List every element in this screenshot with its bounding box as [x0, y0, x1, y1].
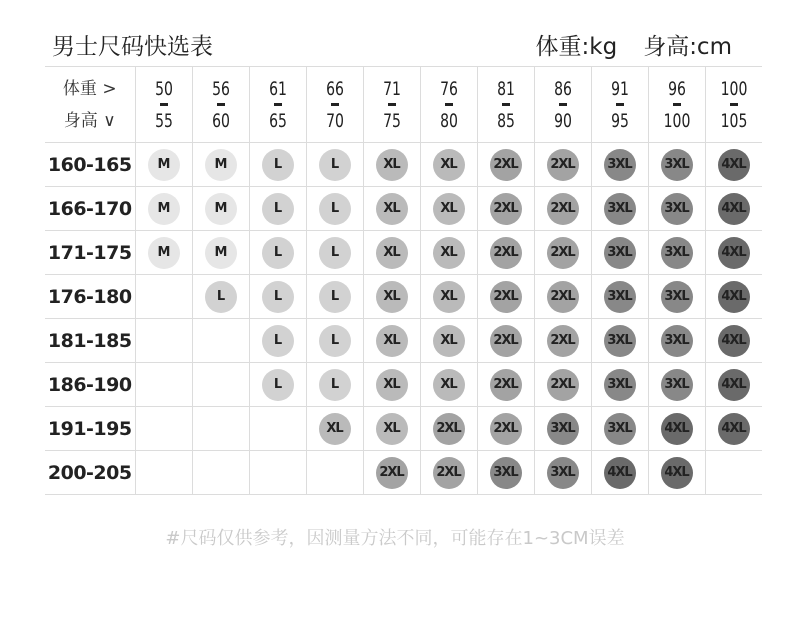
size-cell: [705, 407, 762, 451]
size-badge: 3XL: [490, 457, 522, 489]
size-badge: 2XL: [376, 457, 408, 489]
size-cell: [591, 275, 648, 319]
weight-range-end: 85: [496, 109, 515, 132]
range-dash: [160, 103, 168, 106]
size-badge: 2XL: [547, 369, 579, 401]
weight-range-start: 81: [496, 77, 515, 100]
size-cell: [534, 187, 591, 231]
size-cell: [648, 319, 705, 363]
range-dash: [274, 103, 282, 106]
size-badge: XL: [433, 281, 465, 313]
size-cell: [363, 451, 420, 495]
units-legend: [536, 28, 732, 61]
size-badge: L: [262, 281, 294, 313]
size-badge: M: [205, 237, 237, 269]
weight-column-header: [192, 67, 249, 143]
size-cell: [135, 275, 192, 319]
size-cell: [420, 187, 477, 231]
size-cell: [534, 319, 591, 363]
weight-column-header: [135, 67, 192, 143]
weight-range-end: 95: [610, 109, 629, 132]
size-cell: [648, 451, 705, 495]
size-badge: XL: [433, 237, 465, 269]
height-row: [45, 275, 762, 319]
size-cell: [306, 363, 363, 407]
size-badge: 4XL: [718, 369, 750, 401]
size-cell: [363, 143, 420, 187]
size-cell: [534, 231, 591, 275]
height-row: [45, 231, 762, 275]
size-cell: [420, 275, 477, 319]
size-badge: L: [319, 237, 351, 269]
size-cell: [363, 231, 420, 275]
size-cell: [591, 143, 648, 187]
weight-range-start: 61: [268, 77, 287, 100]
size-badge: L: [319, 325, 351, 357]
size-badge: 4XL: [661, 457, 693, 489]
size-badge: 2XL: [547, 237, 579, 269]
size-badge: 4XL: [661, 413, 693, 445]
size-badge: L: [319, 193, 351, 225]
size-cell: [135, 187, 192, 231]
height-row: [45, 407, 762, 451]
weight-range-end: 75: [382, 109, 401, 132]
height-range-label: 160-165: [45, 143, 135, 187]
weight-range-end: 65: [268, 109, 287, 132]
weight-column-header: [648, 67, 705, 143]
range-dash: [502, 103, 510, 106]
size-cell: [705, 319, 762, 363]
size-badge: 3XL: [661, 325, 693, 357]
size-cell: [534, 275, 591, 319]
weight-column-header: [249, 67, 306, 143]
size-badge: XL: [376, 369, 408, 401]
size-cell: [135, 451, 192, 495]
size-badge: 4XL: [604, 457, 636, 489]
size-cell: [477, 363, 534, 407]
range-dash: [673, 103, 681, 106]
size-cell: [591, 451, 648, 495]
size-cell: [534, 363, 591, 407]
range-dash: [388, 103, 396, 106]
size-cell: [420, 407, 477, 451]
size-cell: [420, 451, 477, 495]
height-axis-label: 身高 ∨: [63, 110, 116, 131]
size-badge: XL: [433, 369, 465, 401]
size-cell: [363, 319, 420, 363]
size-cell: [363, 187, 420, 231]
size-cell: [306, 231, 363, 275]
size-badge: 2XL: [433, 457, 465, 489]
size-cell: [192, 451, 249, 495]
size-cell: [591, 231, 648, 275]
size-badge: XL: [433, 193, 465, 225]
weight-range-start: 66: [325, 77, 344, 100]
size-cell: [192, 275, 249, 319]
size-cell: [477, 319, 534, 363]
height-range-label: 191-195: [45, 407, 135, 451]
weight-column-header: [591, 67, 648, 143]
weight-unit-label: 体重:kg: [535, 34, 618, 60]
size-badge: 4XL: [718, 149, 750, 181]
size-cell: [249, 451, 306, 495]
range-dash: [331, 103, 339, 106]
size-cell: [534, 407, 591, 451]
weight-column-header: [363, 67, 420, 143]
size-cell: [705, 275, 762, 319]
weight-range-end: 70: [325, 109, 344, 132]
size-cell: [306, 451, 363, 495]
size-badge: 2XL: [490, 281, 522, 313]
height-range-label: 186-190: [45, 363, 135, 407]
size-cell: [249, 187, 306, 231]
weight-range-end: 100: [663, 109, 690, 132]
size-badge: 3XL: [661, 149, 693, 181]
size-badge: 3XL: [547, 457, 579, 489]
range-dash: [616, 103, 624, 106]
size-cell: [420, 363, 477, 407]
size-badge: XL: [376, 281, 408, 313]
size-cell: [420, 319, 477, 363]
weight-column-header: [420, 67, 477, 143]
weight-axis-label: 体重 >: [62, 78, 117, 99]
size-badge: XL: [319, 413, 351, 445]
size-cell: [192, 231, 249, 275]
disclaimer-note: #尺码仅供参考，因测量方法不同，可能存在1~3CM误差: [165, 528, 625, 549]
weight-column-header: [705, 67, 762, 143]
size-cell: [591, 319, 648, 363]
height-range-label: 176-180: [45, 275, 135, 319]
weight-range-start: 56: [211, 77, 230, 100]
size-cell: [192, 143, 249, 187]
size-cell: [306, 187, 363, 231]
height-row: [45, 143, 762, 187]
height-range-label: 200-205: [45, 451, 135, 495]
range-dash: [445, 103, 453, 106]
size-badge: XL: [376, 193, 408, 225]
weight-column-header: [306, 67, 363, 143]
size-cell: [477, 143, 534, 187]
weight-range-start: 96: [667, 77, 686, 100]
size-cell: [192, 407, 249, 451]
size-badge: 3XL: [604, 237, 636, 269]
size-badge: 2XL: [547, 193, 579, 225]
size-cell: [192, 187, 249, 231]
size-cell: [477, 231, 534, 275]
size-cell: [249, 319, 306, 363]
size-cell: [648, 363, 705, 407]
weight-range-start: 76: [439, 77, 458, 100]
size-cell: [477, 275, 534, 319]
size-cell: [135, 319, 192, 363]
weight-range-start: 100: [720, 77, 747, 100]
range-dash: [217, 103, 225, 106]
size-cell: [705, 231, 762, 275]
size-badge: L: [262, 237, 294, 269]
size-cell: [135, 231, 192, 275]
weight-range-end: 80: [439, 109, 458, 132]
weight-range-end: 105: [720, 109, 747, 132]
size-badge: 3XL: [661, 237, 693, 269]
height-range-label: 166-170: [45, 187, 135, 231]
size-cell: [591, 187, 648, 231]
range-dash: [559, 103, 567, 106]
height-unit-label: 身高:cm: [643, 34, 732, 60]
size-cell: [648, 407, 705, 451]
weight-range-start: 91: [610, 77, 629, 100]
size-cell: [477, 187, 534, 231]
size-badge: L: [262, 369, 294, 401]
size-cell: [420, 143, 477, 187]
size-badge: 4XL: [718, 413, 750, 445]
size-badge: 4XL: [718, 193, 750, 225]
size-badge: 4XL: [718, 281, 750, 313]
size-cell: [192, 363, 249, 407]
size-cell: [249, 363, 306, 407]
size-badge: XL: [433, 325, 465, 357]
size-badge: 3XL: [604, 281, 636, 313]
size-cell: [306, 275, 363, 319]
weight-range-start: 50: [154, 77, 173, 100]
size-badge: XL: [376, 149, 408, 181]
size-badge: 2XL: [490, 413, 522, 445]
size-cell: [135, 407, 192, 451]
size-badge: XL: [376, 237, 408, 269]
size-cell: [705, 451, 762, 495]
size-badge: L: [319, 369, 351, 401]
size-cell: [363, 407, 420, 451]
size-badge: 2XL: [547, 325, 579, 357]
weight-range-start: 86: [553, 77, 572, 100]
size-cell: [591, 407, 648, 451]
size-cell: [705, 363, 762, 407]
size-cell: [705, 187, 762, 231]
size-badge: 2XL: [490, 149, 522, 181]
size-cell: [648, 143, 705, 187]
size-badge: M: [205, 149, 237, 181]
size-cell: [648, 187, 705, 231]
size-cell: [306, 319, 363, 363]
size-badge: 3XL: [604, 325, 636, 357]
size-cell: [135, 363, 192, 407]
size-badge: 3XL: [604, 369, 636, 401]
size-badge: 2XL: [547, 149, 579, 181]
size-cell: [135, 143, 192, 187]
size-badge: 2XL: [433, 413, 465, 445]
height-range-label: 181-185: [45, 319, 135, 363]
size-cell: [648, 231, 705, 275]
size-table: [45, 66, 762, 495]
size-badge: 3XL: [547, 413, 579, 445]
size-badge: 3XL: [661, 369, 693, 401]
size-badge: L: [262, 325, 294, 357]
size-cell: [363, 363, 420, 407]
height-row: [45, 187, 762, 231]
size-badge: 3XL: [661, 193, 693, 225]
size-badge: 2XL: [547, 281, 579, 313]
chart-title: 男士尺码快选表: [52, 34, 213, 60]
weight-range-end: 90: [553, 109, 572, 132]
size-badge: L: [319, 281, 351, 313]
size-badge: M: [148, 193, 180, 225]
height-row: [45, 451, 762, 495]
height-range-label: 171-175: [45, 231, 135, 275]
size-table-body: [45, 67, 762, 495]
weight-range-start: 71: [382, 77, 401, 100]
size-badge: M: [148, 237, 180, 269]
weight-range-end: 60: [211, 109, 230, 132]
size-cell: [420, 231, 477, 275]
height-row: [45, 363, 762, 407]
size-badge: 2XL: [490, 369, 522, 401]
size-cell: [249, 231, 306, 275]
size-badge: L: [205, 281, 237, 313]
size-cell: [192, 319, 249, 363]
weight-header-row: [45, 67, 762, 143]
size-cell: [591, 363, 648, 407]
size-badge: 3XL: [604, 193, 636, 225]
size-cell: [648, 275, 705, 319]
corner-cell: [45, 67, 135, 143]
weight-column-header: [477, 67, 534, 143]
size-cell: [249, 275, 306, 319]
size-badge: M: [148, 149, 180, 181]
weight-column-header: [534, 67, 591, 143]
size-badge: 2XL: [490, 237, 522, 269]
size-badge: L: [319, 149, 351, 181]
size-cell: [477, 407, 534, 451]
size-cell: [249, 407, 306, 451]
size-cell: [534, 143, 591, 187]
size-badge: 3XL: [604, 413, 636, 445]
size-badge: 2XL: [490, 193, 522, 225]
size-badge: L: [262, 193, 294, 225]
range-dash: [730, 103, 738, 106]
size-badge: 2XL: [490, 325, 522, 357]
size-cell: [306, 143, 363, 187]
size-cell: [705, 143, 762, 187]
size-badge: XL: [433, 149, 465, 181]
size-badge: 3XL: [661, 281, 693, 313]
size-badge: L: [262, 149, 294, 181]
size-cell: [477, 451, 534, 495]
size-badge: XL: [376, 325, 408, 357]
size-badge: 4XL: [718, 237, 750, 269]
weight-range-end: 55: [154, 109, 173, 132]
size-cell: [534, 451, 591, 495]
size-cell: [249, 143, 306, 187]
size-cell: [306, 407, 363, 451]
size-badge: 4XL: [718, 325, 750, 357]
height-row: [45, 319, 762, 363]
size-badge: 3XL: [604, 149, 636, 181]
size-badge: M: [205, 193, 237, 225]
size-badge: XL: [376, 413, 408, 445]
size-cell: [363, 275, 420, 319]
